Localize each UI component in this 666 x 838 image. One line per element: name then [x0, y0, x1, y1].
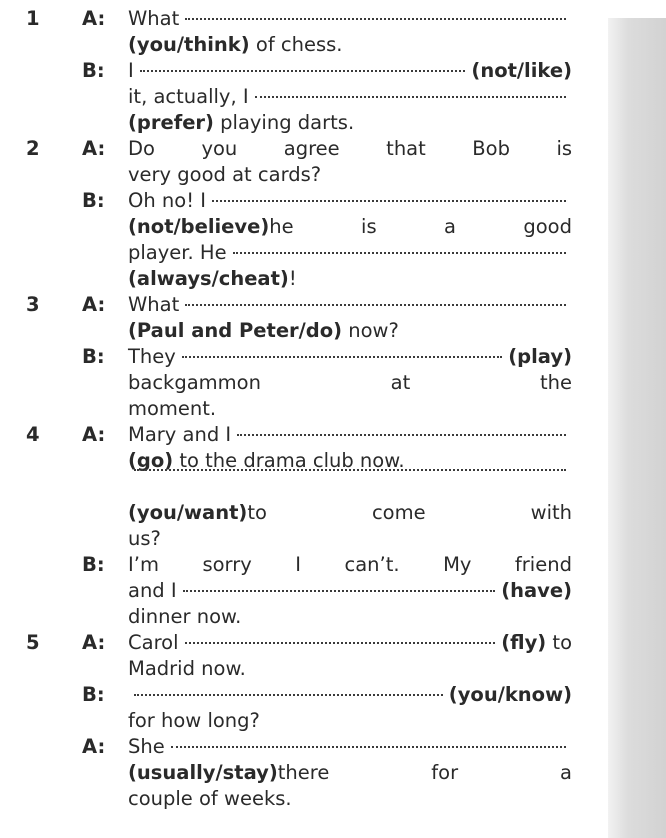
text-span: Carol: [128, 631, 179, 654]
word: that: [386, 137, 426, 160]
exercise-line: [0, 552, 600, 578]
line-text: [128, 552, 572, 578]
exercise-line: [0, 240, 600, 266]
text-span: dinner now.: [128, 605, 242, 628]
line-text: [128, 188, 572, 214]
exercise-line: [0, 136, 600, 162]
exercise-line: [0, 84, 600, 110]
line-text: [128, 526, 572, 552]
exercise-line: [0, 786, 600, 812]
word: a: [560, 761, 572, 784]
exercise-line: [0, 656, 600, 682]
word: he: [269, 215, 294, 238]
word: is: [361, 215, 377, 238]
text-span: for how long?: [128, 709, 260, 732]
word: there: [277, 761, 330, 784]
verb-prompt: (you/think): [128, 33, 250, 56]
text-span: What: [128, 293, 180, 316]
exercise-line: [0, 604, 600, 630]
word: backgammon: [128, 371, 261, 394]
word: you: [201, 137, 238, 160]
exercise-line: [0, 734, 600, 760]
item-number: 4: [26, 423, 40, 446]
speaker-label: A:: [82, 293, 106, 316]
verb-prompt: (play): [508, 345, 572, 368]
exercise-line: [0, 682, 600, 708]
exercise-line: [0, 630, 600, 656]
exercise-line: [0, 214, 600, 240]
item-number: 2: [26, 137, 40, 160]
verb-prompt: (prefer): [128, 111, 214, 134]
word: at: [390, 371, 411, 394]
answer-blank[interactable]: [185, 642, 496, 644]
exercise-line: [0, 396, 600, 422]
exercise-line: [0, 32, 600, 58]
line-text: [128, 344, 572, 370]
exercise-line: [0, 344, 600, 370]
speaker-label: B:: [82, 553, 105, 576]
exercise-line: [0, 474, 600, 500]
item-number: 3: [26, 293, 40, 316]
word: My: [443, 553, 472, 576]
line-text: [128, 656, 572, 682]
exercise-line: [0, 162, 600, 188]
word: good: [523, 215, 572, 238]
line-text: [128, 110, 572, 136]
answer-blank[interactable]: [182, 356, 502, 358]
line-text: [128, 136, 572, 162]
answer-blank[interactable]: [237, 434, 566, 436]
verb-prompt: (you/know): [448, 683, 572, 706]
text-span: Madrid now.: [128, 657, 246, 680]
word: sorry: [202, 553, 252, 576]
speaker-label: A:: [82, 423, 106, 446]
word: agree: [283, 137, 340, 160]
word: a: [444, 215, 456, 238]
line-text: [128, 630, 572, 656]
text-span: They: [128, 345, 176, 368]
text-span: to: [546, 631, 572, 654]
line-text: [128, 734, 572, 760]
line-text: [128, 604, 572, 630]
line-text: [128, 708, 572, 734]
line-text: [128, 682, 572, 708]
word: is: [556, 137, 573, 160]
item-number: 1: [26, 7, 40, 30]
line-text: [128, 266, 572, 292]
speaker-label: A:: [82, 7, 106, 30]
word: (you/want): [128, 501, 248, 524]
answer-blank[interactable]: [185, 304, 566, 306]
line-text: [128, 214, 572, 240]
line-text: [128, 32, 572, 58]
word: I’m: [128, 553, 159, 576]
word: Bob: [472, 137, 510, 160]
line-text: [128, 474, 572, 476]
line-text: [128, 760, 572, 786]
exercise-line: [0, 708, 600, 734]
verb-prompt: (go): [128, 449, 174, 472]
text-span: it, actually, I: [128, 85, 249, 108]
speaker-label: B:: [82, 683, 105, 706]
speaker-label: B:: [82, 59, 105, 82]
line-text: [128, 240, 572, 266]
speaker-label: B:: [82, 189, 105, 212]
word: Do: [128, 137, 155, 160]
text-span: player. He: [128, 241, 227, 264]
text-span: us?: [128, 527, 161, 550]
answer-blank[interactable]: [134, 694, 443, 696]
exercise-line: [0, 292, 600, 318]
text-span: Mary and I: [128, 423, 232, 446]
verb-prompt: (Paul and Peter/do): [128, 319, 343, 342]
speaker-label: B:: [82, 345, 105, 368]
word: with: [530, 501, 572, 524]
answer-blank[interactable]: [185, 18, 566, 20]
text-span: !: [288, 267, 297, 290]
line-text: [128, 422, 572, 448]
text-span: of chess.: [249, 33, 343, 56]
line-text: [128, 786, 572, 812]
exercise-line: [0, 6, 600, 32]
line-text: [128, 58, 572, 84]
answer-blank[interactable]: [212, 200, 566, 202]
line-text: [128, 396, 572, 422]
line-text: [128, 292, 572, 318]
exercise-line: [0, 526, 600, 552]
text-span: couple of weeks.: [128, 787, 292, 810]
exercise-line: [0, 58, 600, 84]
line-text: [128, 162, 572, 188]
exercise-line: [0, 578, 600, 604]
text-span: playing darts.: [213, 111, 355, 134]
speaker-label: A:: [82, 137, 106, 160]
word: the: [540, 371, 573, 394]
line-text: [128, 500, 572, 526]
word: to: [247, 501, 267, 524]
exercise-line: [0, 370, 600, 396]
exercise-line: [0, 110, 600, 136]
text-span: very good at cards?: [128, 163, 322, 186]
text-span: I: [128, 59, 134, 82]
text-span: and I: [128, 579, 177, 602]
word: come: [371, 501, 426, 524]
answer-blank[interactable]: [171, 746, 566, 748]
word: (not/believe): [128, 215, 270, 238]
answer-blank[interactable]: [134, 469, 566, 471]
speaker-label: A:: [82, 631, 106, 654]
line-text: [128, 578, 572, 604]
verb-prompt: (always/cheat): [128, 267, 289, 290]
exercise-line: [0, 500, 600, 526]
line-text: [128, 84, 572, 110]
word: can’t.: [344, 553, 400, 576]
text-span: moment.: [128, 397, 217, 420]
line-text: [128, 370, 572, 396]
word: I: [295, 553, 302, 576]
text-span: Oh no! I: [128, 189, 206, 212]
verb-prompt: (have): [501, 579, 572, 602]
item-number: 5: [26, 631, 40, 654]
verb-prompt: (fly): [501, 631, 547, 654]
speaker-label: A:: [82, 735, 106, 758]
answer-blank[interactable]: [255, 96, 566, 98]
verb-prompt: (not/like): [471, 59, 572, 82]
exercise-line: [0, 318, 600, 344]
answer-blank[interactable]: [233, 252, 566, 254]
line-text: [128, 318, 572, 344]
text-span: now?: [342, 319, 399, 342]
answer-blank[interactable]: [183, 590, 496, 592]
exercise-line: [0, 266, 600, 292]
answer-blank[interactable]: [140, 70, 466, 72]
word: for: [431, 761, 459, 784]
page-gutter-shadow: [608, 18, 666, 838]
text-span: to the drama club now.: [173, 449, 405, 472]
line-text: [128, 6, 572, 32]
exercise-line: [0, 760, 600, 786]
text-span: She: [128, 735, 165, 758]
word: (usually/stay): [128, 761, 278, 784]
exercise-line: [0, 422, 600, 448]
exercise-line: [0, 188, 600, 214]
word: friend: [514, 553, 572, 576]
text-span: What: [128, 7, 180, 30]
